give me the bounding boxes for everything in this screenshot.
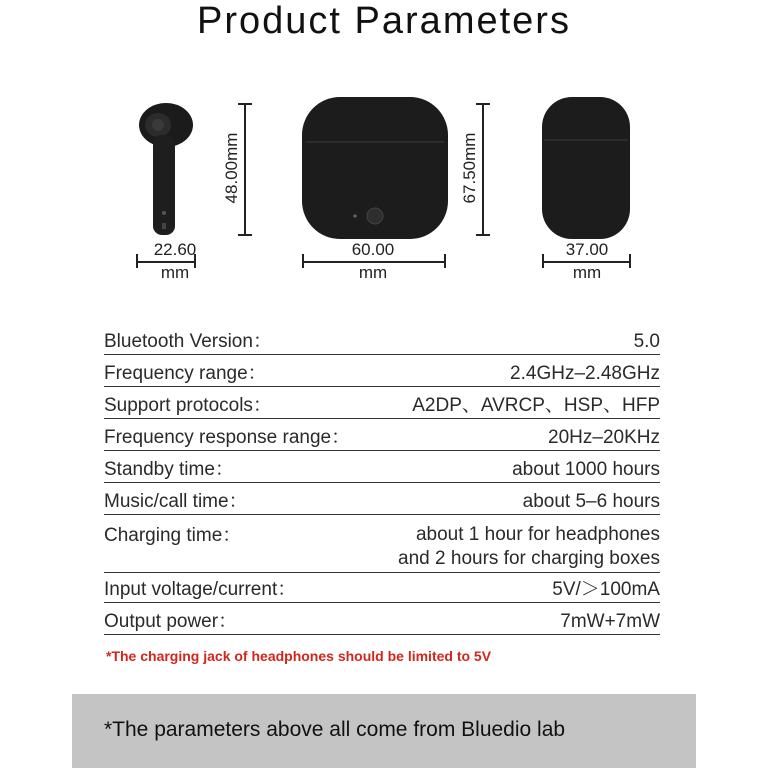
spec-row-output-power bbox=[104, 608, 660, 635]
case-width-tick-left bbox=[302, 254, 304, 268]
earbud-image bbox=[130, 95, 200, 245]
spec-value: 20Hz–20KHz bbox=[548, 427, 660, 448]
case-width-value: 60.00 bbox=[351, 240, 395, 259]
spec-value-line-2: and 2 hours for charging boxes bbox=[398, 548, 660, 569]
spec-row-bluetooth-version bbox=[104, 328, 660, 355]
footer-text: *The parameters above all come from Bluedio lab bbox=[104, 718, 566, 741]
case-height-line bbox=[482, 103, 484, 235]
spec-value-line-1: about 1 hour for headphones bbox=[415, 524, 660, 545]
spec-label: Frequency response range： bbox=[104, 427, 351, 448]
spec-value: A2DP、AVRCP、HSP、HFP bbox=[412, 395, 660, 416]
spec-value: 2.4GHz–2.48GHz bbox=[510, 363, 660, 384]
spec-label: Charging time： bbox=[104, 525, 242, 546]
case-width-unit: mm bbox=[358, 263, 388, 282]
earbud-height-tick-top bbox=[238, 103, 252, 105]
earbud-height-label: 48.00mm bbox=[222, 132, 241, 204]
spec-label: Frequency range： bbox=[104, 363, 267, 384]
spec-value bbox=[398, 523, 660, 571]
spec-label: Music/call time： bbox=[104, 491, 248, 512]
spec-row-input-voltage bbox=[104, 576, 660, 603]
case-depth-value: 37.00 bbox=[565, 240, 609, 259]
spec-label: Standby time： bbox=[104, 459, 234, 480]
case-depth-unit: mm bbox=[572, 263, 602, 282]
spec-label: Support protocols： bbox=[104, 395, 272, 416]
spec-label: Input voltage/current： bbox=[104, 579, 297, 600]
case-height-tick-bottom bbox=[476, 234, 490, 236]
spec-label: Output power： bbox=[104, 611, 238, 632]
case-depth-tick-left bbox=[542, 254, 544, 268]
footer-banner bbox=[72, 694, 696, 768]
spec-row-charging-time bbox=[104, 522, 660, 573]
spec-row-support-protocols bbox=[104, 392, 660, 419]
spec-value: about 5–6 hours bbox=[522, 491, 660, 512]
spec-value: 5V/＞100mA bbox=[552, 579, 660, 600]
earbud-width-unit: mm bbox=[160, 263, 190, 282]
earbud-width-value: 22.60 bbox=[153, 240, 197, 259]
case-depth-tick-right bbox=[629, 254, 631, 268]
spec-value: about 1000 hours bbox=[512, 459, 660, 480]
spec-row-music-call-time bbox=[104, 488, 660, 515]
charging-case-side-image bbox=[540, 95, 632, 245]
earbud-height-line bbox=[244, 103, 246, 235]
charging-case-front-image bbox=[300, 95, 450, 245]
spec-value: 7mW+7mW bbox=[560, 611, 660, 632]
spec-row-frequency-range bbox=[104, 360, 660, 387]
spec-label: Bluetooth Version： bbox=[104, 331, 272, 352]
spec-value: 5.0 bbox=[633, 331, 660, 352]
case-width-tick-right bbox=[444, 254, 446, 268]
case-height-tick-top bbox=[476, 103, 490, 105]
page-title: Product Parameters bbox=[197, 0, 571, 42]
earbud-height-tick-bottom bbox=[238, 234, 252, 236]
spec-row-frequency-response bbox=[104, 424, 660, 451]
case-height-label: 67.50mm bbox=[460, 132, 479, 204]
spec-row-standby-time bbox=[104, 456, 660, 483]
warning-note: *The charging jack of headphones should be limited to 5V bbox=[106, 648, 492, 664]
